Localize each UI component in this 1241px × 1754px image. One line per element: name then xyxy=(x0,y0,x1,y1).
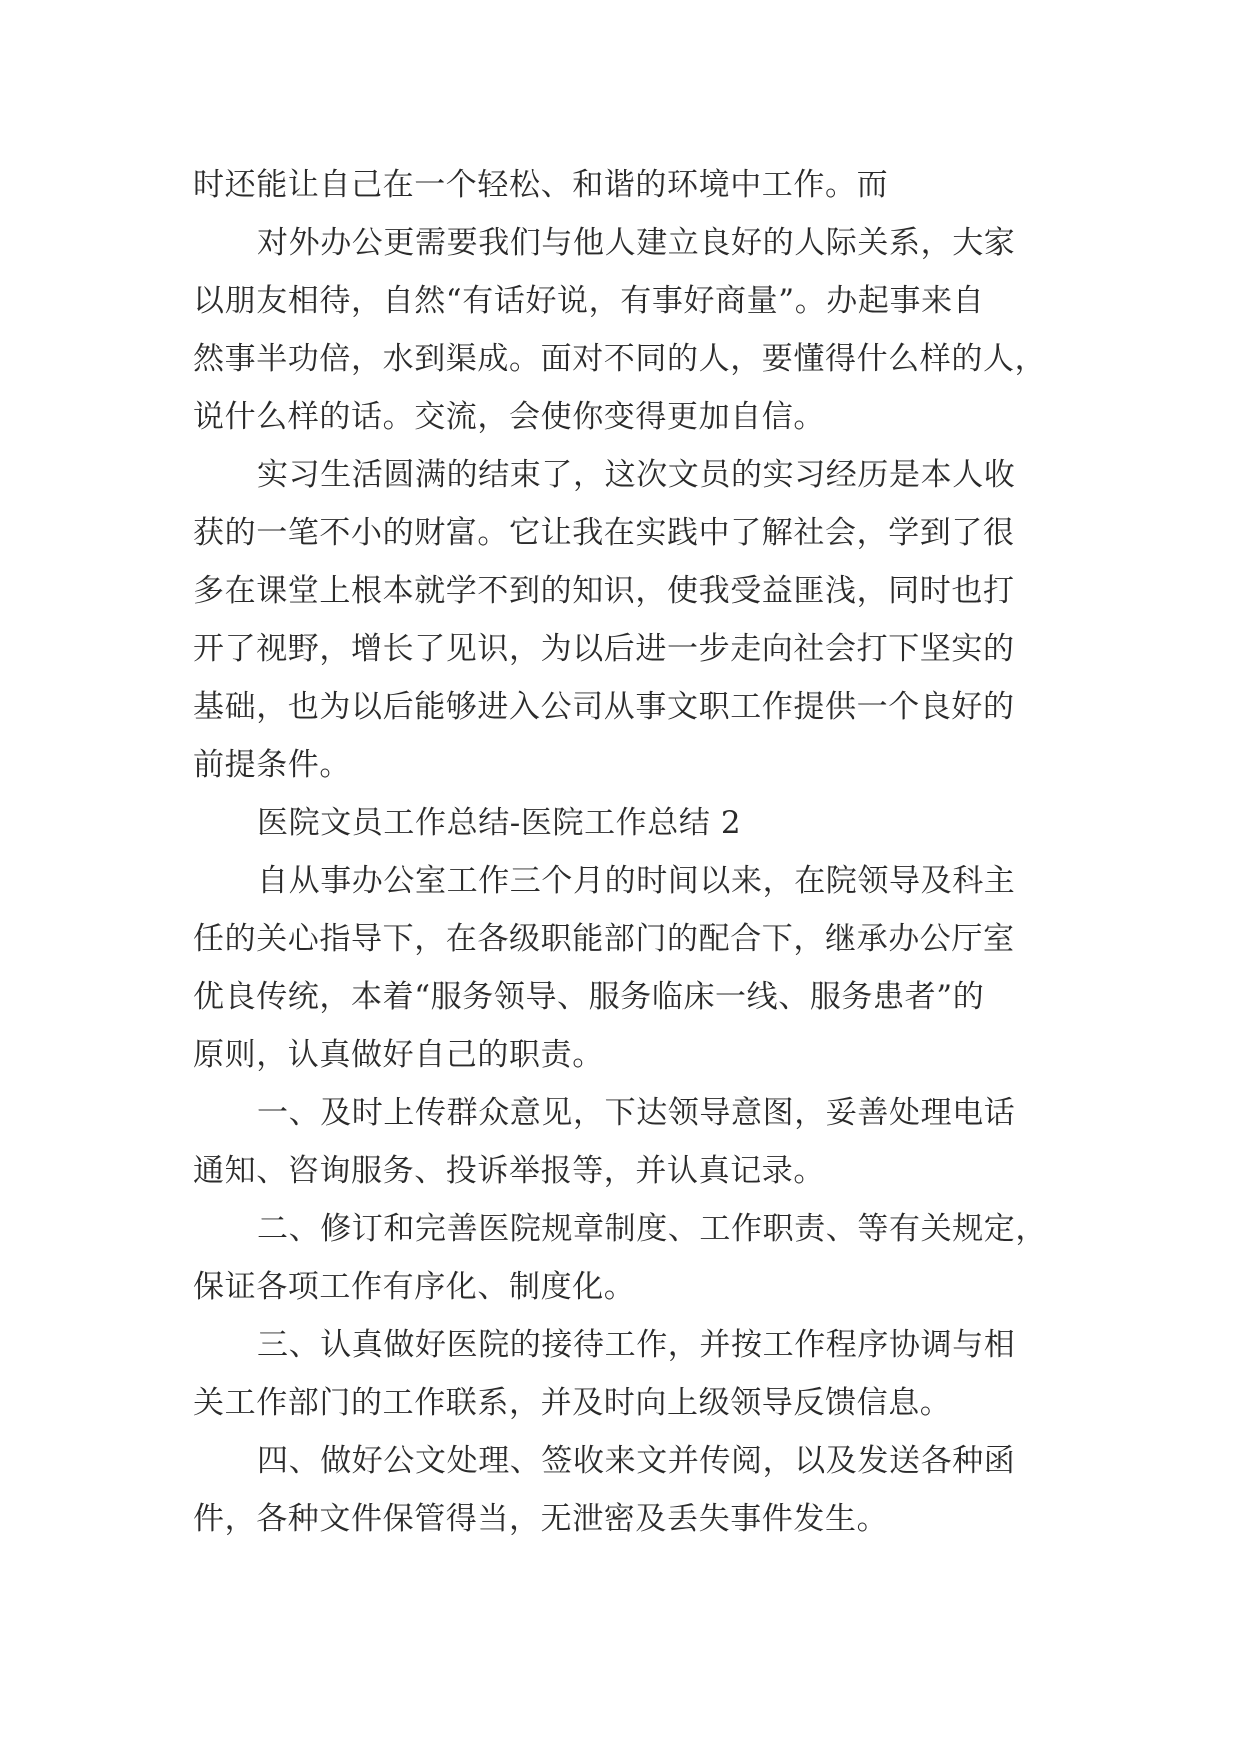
text-line: 二、修订和完善医院规章制度、工作职责、等有关规定， xyxy=(257,1211,1047,1247)
text-line: 获的一笔不小的财富。它让我在实践中了解社会，学到了很 xyxy=(193,515,1015,551)
text-line: 通知、咨询服务、投诉举报等，并认真记录。 xyxy=(193,1153,825,1189)
text-line: 三、认真做好医院的接待工作，并按工作程序协调与相 xyxy=(257,1327,1016,1363)
text-line: 实习生活圆满的结束了，这次文员的实习经历是本人收 xyxy=(257,457,1016,493)
text-line: 件，各种文件保管得当，无泄密及丢失事件发生。 xyxy=(193,1501,889,1537)
text-line: 基础，也为以后能够进入公司从事文职工作提供一个良好的 xyxy=(193,689,1015,725)
text-line: 以朋友相待，自然“有话好说，有事好商量”。办起事来自 xyxy=(193,283,985,319)
text-line: 开了视野，增长了见识，为以后进一步走向社会打下坚实的 xyxy=(193,631,1015,667)
text-line: 关工作部门的工作联系，并及时向上级领导反馈信息。 xyxy=(193,1385,952,1421)
text-line: 医院文员工作总结-医院工作总结 2 xyxy=(257,805,742,841)
text-line: 时还能让自己在一个轻松、和谐的环境中工作。而 xyxy=(193,167,889,203)
text-line: 自从事办公室工作三个月的时间以来，在院领导及科主 xyxy=(257,863,1016,899)
text-line: 对外办公更需要我们与他人建立良好的人际关系，大家 xyxy=(257,225,1016,261)
text-line: 原则，认真做好自己的职责。 xyxy=(193,1037,604,1073)
text-line: 保证各项工作有序化、制度化。 xyxy=(193,1269,636,1305)
text-line: 前提条件。 xyxy=(193,747,351,783)
document-body xyxy=(193,156,1053,1548)
text-line: 然事半功倍，水到渠成。面对不同的人，要懂得什么样的人， xyxy=(193,341,1047,377)
text-line: 优良传统，本着“服务领导、服务临床一线、服务患者”的 xyxy=(193,979,985,1015)
text-line: 任的关心指导下，在各级职能部门的配合下，继承办公厅室 xyxy=(193,921,1015,957)
text-line: 一、及时上传群众意见，下达领导意图，妥善处理电话 xyxy=(257,1095,1016,1131)
text-line: 四、做好公文处理、签收来文并传阅，以及发送各种函 xyxy=(257,1443,1016,1479)
text-line: 多在课堂上根本就学不到的知识，使我受益匪浅，同时也打 xyxy=(193,573,1015,609)
text-line: 说什么样的话。交流，会使你变得更加自信。 xyxy=(193,399,825,435)
